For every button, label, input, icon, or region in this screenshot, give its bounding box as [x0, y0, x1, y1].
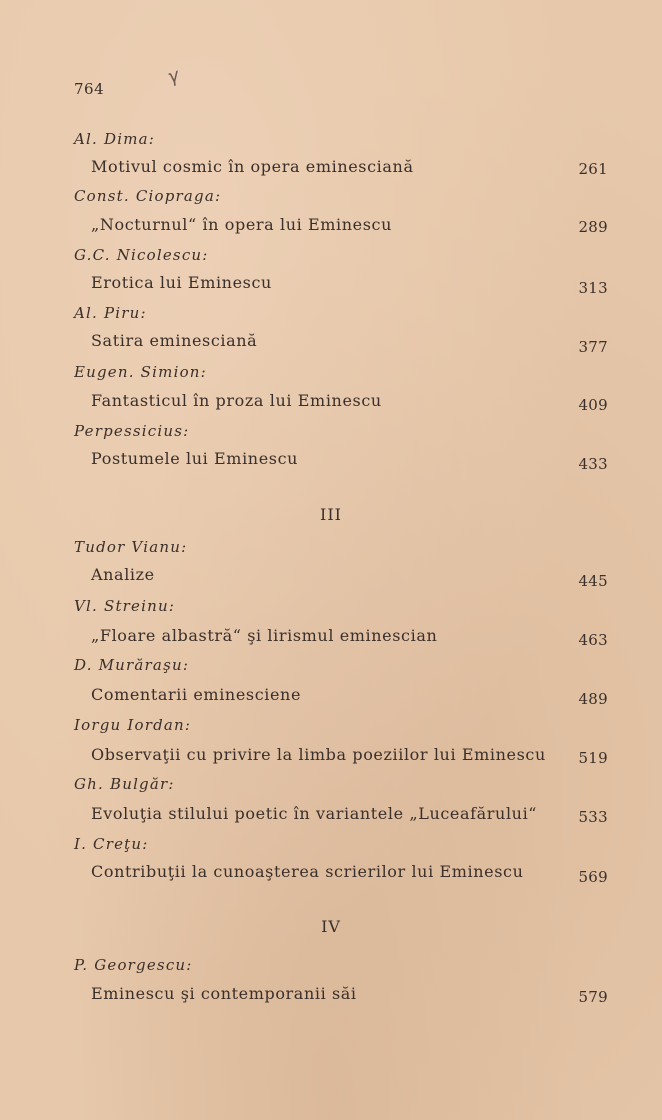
toc-page: 433	[578, 455, 608, 473]
toc-title: Erotica lui Eminescu	[91, 273, 272, 292]
page-number: 764	[74, 80, 105, 98]
toc-page: 463	[578, 631, 608, 649]
toc-page: 579	[578, 988, 608, 1006]
toc-author: P. Georgescu:	[74, 956, 193, 974]
toc-author: Vl. Streinu:	[74, 597, 176, 615]
toc-author: Iorgu Iordan:	[74, 716, 192, 734]
toc-author: I. Creţu:	[74, 835, 149, 853]
toc-author: Perpessicius:	[74, 422, 190, 440]
toc-title: Evoluţia stilului poetic în variantele „Luceafărului“	[91, 804, 538, 823]
toc-page: 409	[578, 396, 608, 414]
toc-author: Eugen. Simion:	[74, 363, 207, 381]
pencil-mark: γ	[165, 64, 182, 89]
toc-title: Fantasticul în proza lui Eminescu	[91, 391, 382, 410]
toc-page: 519	[578, 749, 608, 767]
toc-author: Tudor Vianu:	[74, 538, 188, 556]
toc-author: G.C. Nicolescu:	[74, 246, 209, 264]
toc-author: Al. Dima:	[74, 130, 156, 148]
toc-page: 377	[578, 338, 608, 356]
toc-author: D. Murăraşu:	[74, 656, 190, 674]
toc-title: Motivul cosmic în opera eminesciană	[91, 157, 414, 176]
toc-page: 289	[578, 218, 608, 236]
toc-title: „Nocturnul“ în opera lui Eminescu	[91, 215, 393, 234]
section-heading: III	[320, 505, 342, 524]
toc-title: Postumele lui Eminescu	[91, 449, 299, 468]
toc-page: 533	[578, 808, 608, 826]
toc-author: Al. Piru:	[74, 304, 147, 322]
toc-page: 489	[578, 690, 608, 708]
toc-title: Analize	[91, 565, 155, 584]
toc-title: Eminescu şi contemporanii săi	[91, 984, 357, 1003]
toc-author: Const. Ciopraga:	[74, 187, 222, 205]
toc-title: Satira eminesciană	[91, 331, 258, 350]
toc-page: 313	[578, 279, 608, 297]
toc-title: Observaţii cu privire la limba poeziilor lui Eminescu	[91, 745, 546, 764]
toc-page: 261	[578, 160, 608, 178]
toc-title: Contribuţii la cunoaşterea scrierilor lui Eminescu	[91, 862, 524, 881]
toc-title: „Floare albastră“ şi lirismul eminescian	[91, 626, 438, 645]
toc-author: Gh. Bulgăr:	[74, 775, 175, 793]
toc-title: Comentarii eminesciene	[91, 685, 302, 704]
toc-page: 569	[578, 868, 608, 886]
toc-page: 445	[578, 572, 608, 590]
section-heading: IV	[321, 917, 341, 936]
